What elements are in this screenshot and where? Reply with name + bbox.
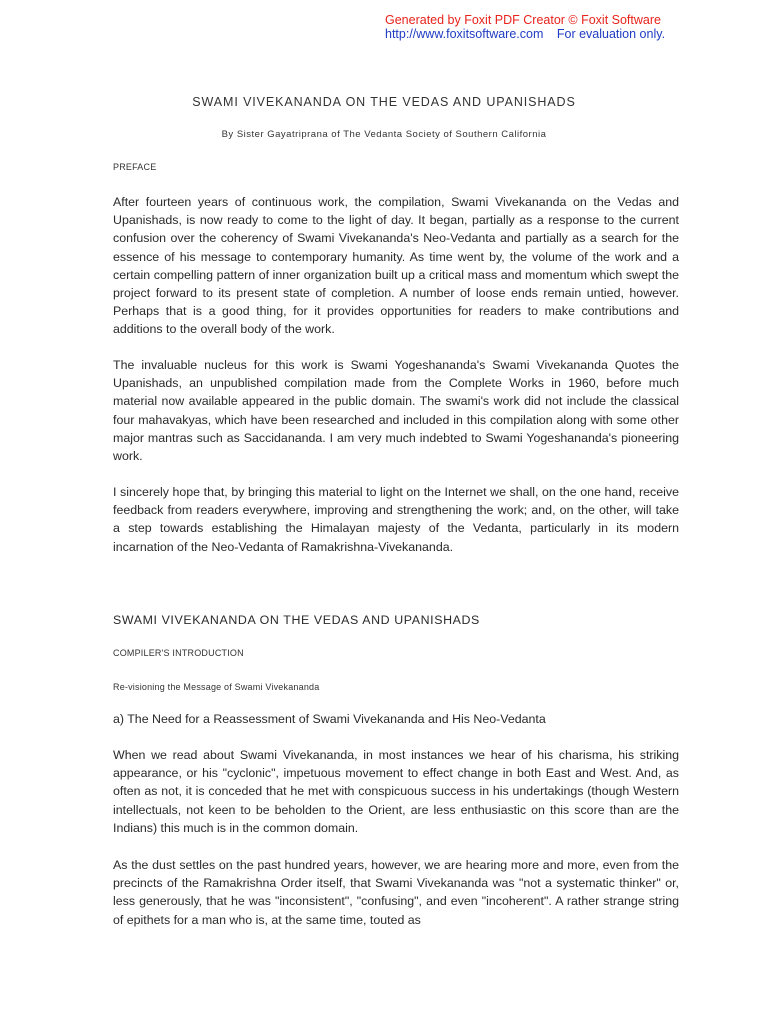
watermark-note: For evaluation only. [556,27,666,41]
subsection-heading: a) The Need for a Reassessment of Swami Vivekananda and His Neo-Vedanta [113,712,546,726]
intro-paragraph-2: As the dust settles on the past hundred years, however, we are hearing more and more, even from the precincts of the Ramakrishna Order itself, that Swami Vivekananda was "not a systematic thinker" or, less generously, that he was "inconsistent", "confusing", and even "incoherent". A rather strange string of epithets for a man who is, at the same time, touted as [113,858,679,927]
section-title: SWAMI VIVEKANANDA ON THE VEDAS AND UPANISHADS [113,613,480,627]
document-byline: By Sister Gayatriprana of The Vedanta Society of Southern California [221,129,547,140]
preface-paragraph-3: I sincerely hope that, by bringing this material to light on the Internet we shall, on the one hand, receive feedback from readers everywhere, improving and strengthening the work; and, on the other, will take a step towards establishing the Himalayan majesty of the Vedanta, particularly in its modern incarnation of the Neo-Vedanta of Ramakrishna-Vivekananda. [113,485,679,554]
intro-paragraph-1: When we read about Swami Vivekananda, in most instances we hear of his charisma, his striking appearance, or his "cyclonic", impetuous movement to effect change in both East and West. And, as often as not, it is conceded that he met with conspicuous success in his undertakings (though Western intellectuals, not keen to be beholden to the Orient, are less enthusiastic on this score than are the Indians) this much is in the common domain. [113,748,679,835]
preface-label: PREFACE [113,162,157,172]
watermark-url-link[interactable]: http://www.foxitsoftware.com [385,27,544,41]
watermark-line-2 [385,27,665,41]
watermark-line-1: Generated by Foxit PDF Creator © Foxit Software [385,13,661,27]
foxit-watermark [385,13,665,41]
revision-label: Re-visioning the Message of Swami Vivekananda [113,682,320,692]
preface-paragraph-1: After fourteen years of continuous work, the compilation, Swami Vivekananda on the Vedas and Upanishads, is now ready to come to the light of day. It began, partially as a response to the current confusion over the coherency of Swami Vivekananda's Neo-Vedanta and partially as a search for the essence of his message to contemporary humanity. As time went by, the volume of the work and a certain compelling pattern of inner organization built up a critical mass and momentum which swept the project forward to its present state of completion. A number of loose ends remain untied, however. Perhaps that is a good thing, for it provides opportunities for readers to make contributions and additions to the overall body of the work. [113,195,679,337]
intro-label: COMPILER'S INTRODUCTION [113,648,244,658]
preface-paragraph-2: The invaluable nucleus for this work is Swami Yogeshananda's Swami Vivekananda Quotes the Upanishads, an unpublished compilation made from the Complete Works in 1960, before much material now available appeared in the public domain. The swami's work did not include the classical four mahavakyas, which have been researched and included in this compilation along with some other major mantras such as Saccidananda. I am very much indebted to Swami Yogeshananda's pioneering work. [113,358,679,464]
document-title: SWAMI VIVEKANANDA ON THE VEDAS AND UPANISHADS [192,95,576,109]
